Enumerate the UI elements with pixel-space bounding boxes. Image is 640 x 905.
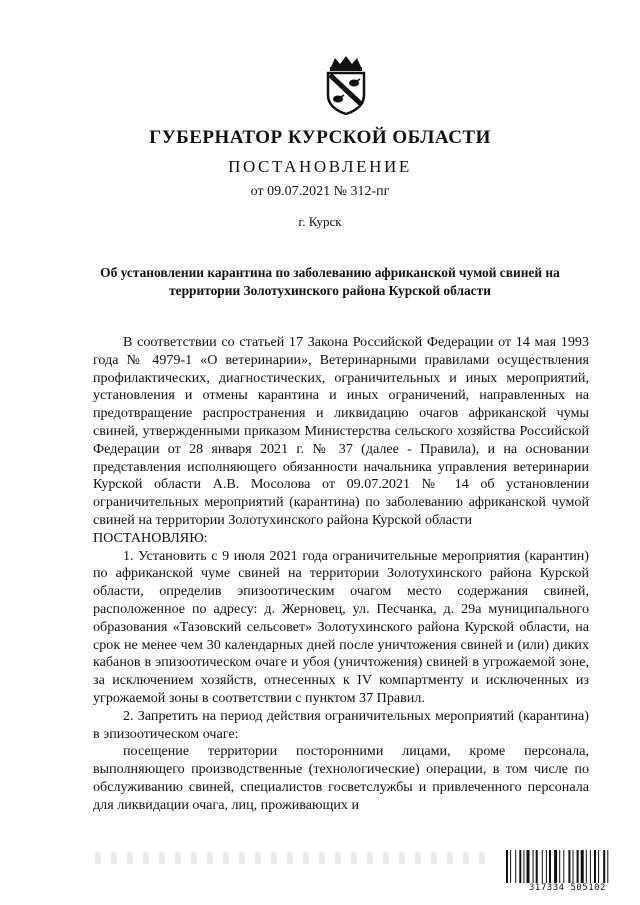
barcode-bar bbox=[586, 850, 587, 883]
barcode-bar bbox=[533, 850, 534, 883]
barcode-bar bbox=[546, 850, 547, 883]
barcode-bar bbox=[573, 850, 574, 883]
barcode-bar bbox=[568, 850, 570, 883]
barcode-bars bbox=[505, 850, 630, 883]
barcode-bar bbox=[549, 850, 551, 883]
document-title: Об установлении карантина по заболеванию африканской чумой свиней на территории Золотухинского района Курской области bbox=[100, 265, 560, 298]
barcode-bar bbox=[594, 850, 596, 883]
clause-2: 2. Запретить на период действия ограничительных мероприятий (карантина) в эпизоотическом очаге: bbox=[93, 707, 589, 742]
barcode-bar bbox=[542, 850, 543, 883]
faded-bleed-through bbox=[95, 852, 485, 864]
barcode-bar bbox=[519, 850, 521, 883]
barcode-bar bbox=[603, 850, 605, 883]
barcode-bar bbox=[536, 850, 538, 883]
kursk-coat-of-arms-icon bbox=[323, 55, 369, 115]
barcode-bar bbox=[581, 850, 584, 883]
barcode-bar bbox=[577, 850, 579, 883]
barcode-bar bbox=[554, 850, 557, 883]
barcode-bar bbox=[559, 850, 560, 883]
preamble-paragraph: В соответствии со статьей 17 Закона Российской Федерации от 14 мая 1993 года № 4979-1 «О ветеринарии», Ветеринарными правилами осуществления профилактических, диагностических, ограничительных и иных мероприятий, установления и отмены карантина и иных ограничений, направленных на предотвращение распространения и ликвидацию очагов африканской чумы свиней, утвержденными приказом Министерства сельского хозяйства Российской Федерации от 28 января 2021 г. № 37 (далее - Правила), и на основании представления исполняющего обязанности начальника управления ветеринарии Курской области А.В. Мосолова от 09.07.2021 № 14 об установлении ограничительных мероприятий (карантина) по заболеванию африканской чумой свиней на территории Золотухинского района Курской области bbox=[93, 334, 589, 528]
barcode-bar bbox=[527, 850, 530, 883]
barcode-bar bbox=[598, 850, 599, 883]
clause-2-item: посещение территории посторонними лицами, кроме персонала, выполняющего производственные (технологические) операции, в том числе по обслуживанию свиней, специалистов госветслужбы и привлеченного персонала для ликвидации очага, лиц, проживающих и bbox=[93, 743, 589, 813]
barcode bbox=[505, 850, 630, 895]
barcode-bar bbox=[563, 850, 564, 883]
barcode-bar bbox=[590, 850, 591, 883]
issuing-authority: ГУБЕРНАТОР КУРСКОЙ ОБЛАСТИ bbox=[149, 127, 491, 148]
barcode-bar bbox=[515, 850, 516, 883]
document-type: ПОСТАНОВЛЕНИЕ bbox=[228, 157, 412, 176]
barcode-bar bbox=[510, 850, 511, 883]
clause-1: 1. Установить с 9 июля 2021 года ограничительные мероприятия (карантин) по африканской чуме свиней на территории Золотухинского района Курской области, определив эпизоотическим очагом место содержания свиней, расположенное по адресу: д. Жерновец, ул. Песчанка, д. 29а муниципального образования «Тазовский сельсовет» Золотухинского района Курской области, на срок не менее чем 30 календарных дней после уничтожения свиней и (или) диких кабанов в эпизоотическом очаге и убоя (уничтожения) свиней в угрожаемой зоне, за исключением хозяйств, отнесенных к IV компартменту и исключенных из угрожаемой зоны в соответствии с пунктом 37 Правил. bbox=[93, 547, 589, 706]
barcode-number: 317334 505102 bbox=[529, 883, 606, 893]
decree-word: ПОСТАНОВЛЯЮ: bbox=[93, 529, 208, 546]
document-body bbox=[93, 334, 589, 815]
document-city: г. Курск bbox=[298, 214, 342, 229]
document-number-date: от 09.07.2021 № 312-пг bbox=[250, 184, 390, 199]
barcode-bar bbox=[523, 850, 524, 883]
barcode-bar bbox=[607, 850, 608, 883]
barcode-bar bbox=[506, 850, 508, 883]
